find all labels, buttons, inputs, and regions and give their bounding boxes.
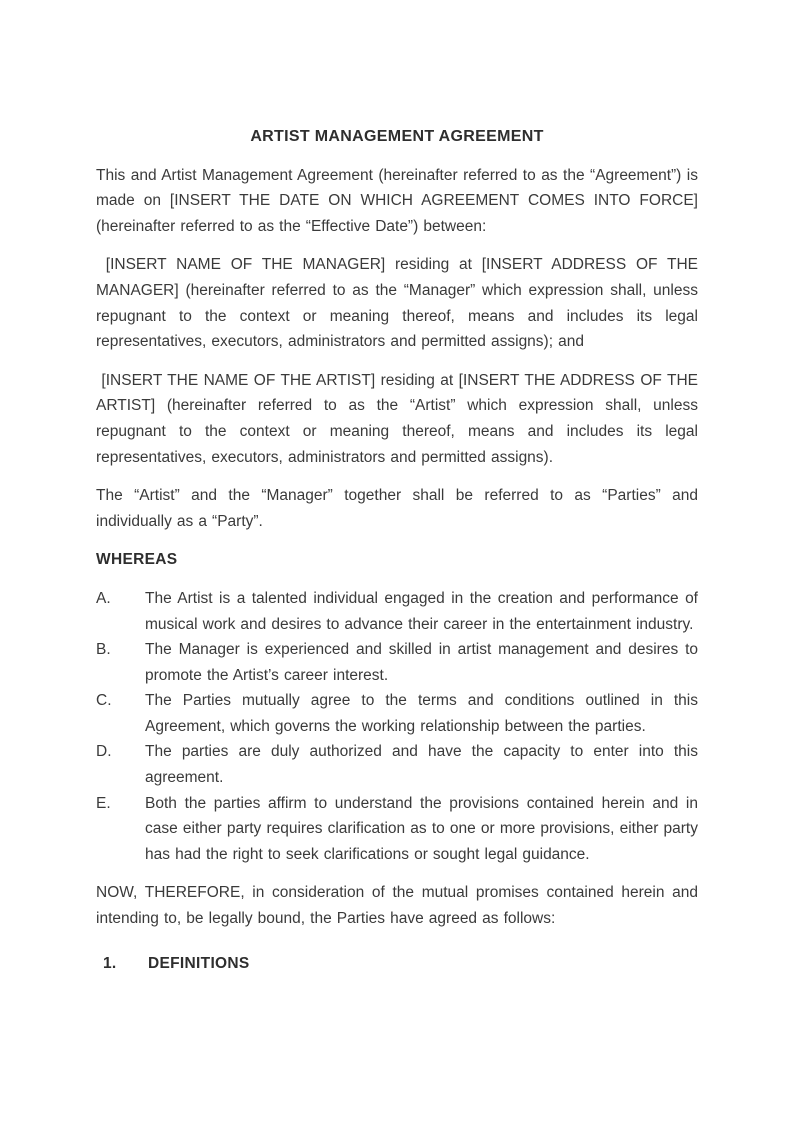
recital-item-a: [96, 586, 698, 637]
recital-label: C.: [96, 692, 112, 710]
section-1-title: DEFINITIONS: [148, 954, 250, 972]
recital-text: Both the parties affirm to understand the provisions contained herein and in case either party requires clarification as to one or more provisions, either party has had the right to seek clarifications or sought legal guidance.: [145, 794, 698, 863]
recital-label: D.: [96, 743, 112, 761]
recital-text: The Parties mutually agree to the terms and conditions outlined in this Agreement, which governs the working relationship between the parties.: [145, 692, 698, 735]
document-title: ARTIST MANAGEMENT AGREEMENT: [250, 128, 544, 145]
recital-item-b: [96, 637, 698, 688]
recitals-list: [96, 586, 698, 868]
intro-paragraph-agreement-date: This and Artist Management Agreement (hereinafter referred to as the “Agreement”) is made on [INSERT THE DATE ON WHICH AGREEMENT COMES INTO FORCE] (hereinafter referred to as the “Effective Date”) between:: [96, 166, 698, 235]
recital-label: E.: [96, 794, 111, 812]
recital-text: The Manager is experienced and skilled in artist management and desires to promote the Artist’s career interest.: [145, 641, 698, 684]
recital-item-e: [96, 791, 698, 868]
intro-paragraph-artist: [INSERT THE NAME OF THE ARTIST] residing at [INSERT THE ADDRESS OF THE ARTIST] (hereinafter referred to as the “Artist” which expression shall, unless repugnant to the context or meaning thereof, means and includes its legal representatives, executors, administrators and permitted assigns).: [96, 371, 698, 466]
recital-label: B.: [96, 641, 111, 659]
section-1-heading: [96, 951, 698, 977]
recital-label: A.: [96, 589, 111, 607]
recital-item-c: [96, 688, 698, 739]
recital-text: The parties are duly authorized and have the capacity to enter into this agreement.: [145, 743, 698, 787]
intro-paragraph-manager: [INSERT NAME OF THE MANAGER] residing at [INSERT ADDRESS OF THE MANAGER] (hereinafter referred to as the “Manager” which expression shall, unless repugnant to the context or meaning thereof, means and includes its legal representatives, executors, administrators and permitted assigns); and: [96, 256, 698, 351]
intro-paragraph-parties: The “Artist” and the “Manager” together shall be referred to as “Parties” and individually as a “Party”.: [96, 487, 698, 530]
section-1-number: 1.: [103, 954, 117, 972]
recital-text: The Artist is a talented individual engaged in the creation and performance of musical work and desires to advance their career in the entertainment industry.: [145, 589, 698, 633]
now-therefore-paragraph: NOW, THEREFORE, in consideration of the mutual promises contained herein and intending to, be legally bound, the Parties have agreed as follows:: [96, 884, 698, 928]
whereas-heading: WHEREAS: [96, 551, 178, 569]
recital-item-d: [96, 739, 698, 790]
